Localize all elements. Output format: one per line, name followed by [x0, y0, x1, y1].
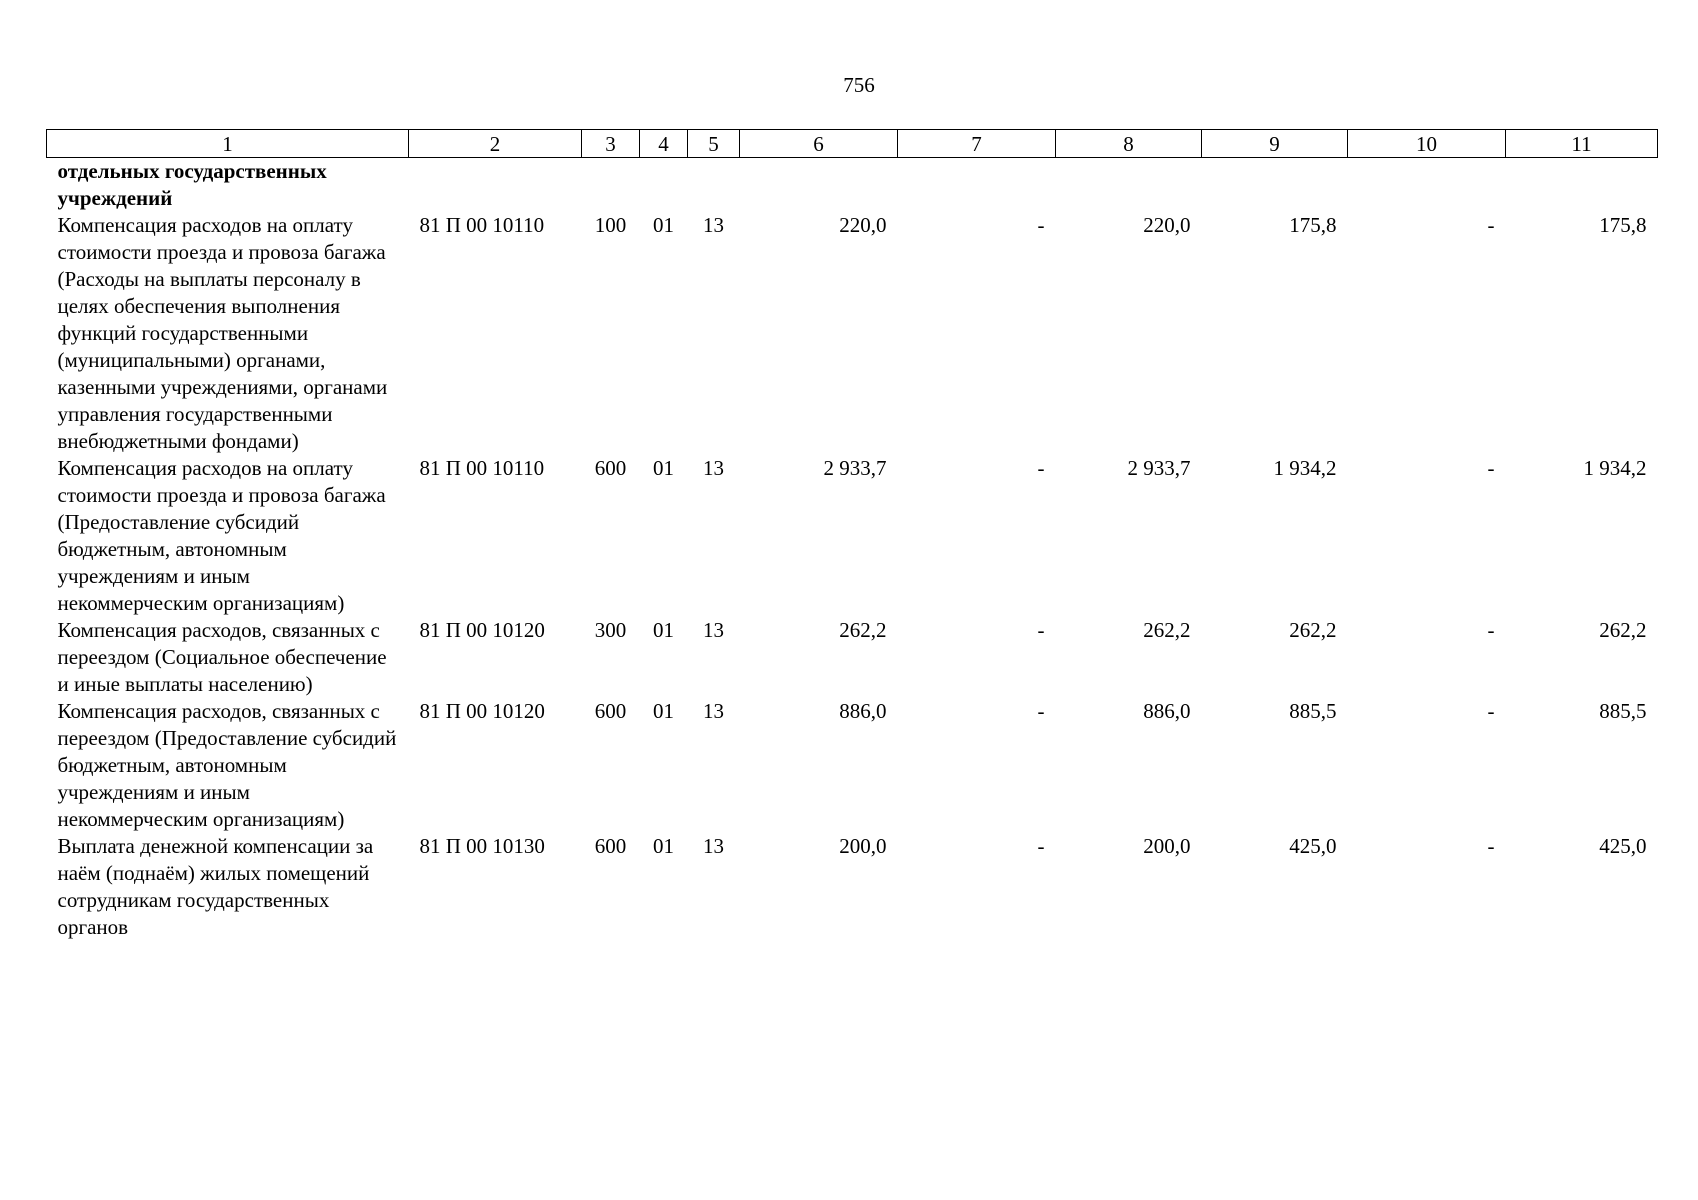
row-col4: 01	[653, 699, 674, 723]
column-header-3: 3	[582, 130, 640, 158]
row-col4: 01	[653, 618, 674, 642]
row-col8: 2 933,7	[1127, 456, 1191, 480]
row-col3: 300	[594, 618, 627, 642]
column-header-4: 4	[640, 130, 688, 158]
row-col3: 600	[594, 456, 627, 480]
row-col11: 1 934,2	[1583, 456, 1647, 480]
row-col7: -	[1037, 456, 1045, 480]
row-col9: 262,2	[1289, 618, 1337, 642]
row-col11: 175,8	[1599, 213, 1647, 237]
row-col10: -	[1487, 834, 1495, 858]
row-code: 81 П 00 10120	[419, 618, 545, 642]
column-header-11: 11	[1506, 130, 1658, 158]
budget-table	[46, 129, 1658, 941]
row-code: 81 П 00 10110	[419, 456, 545, 480]
row-name: Компенсация расходов на оплату стоимости проезда и провоза багажа (Предоставление субсидий бюджетным, автономным учреждениям и иным некоммерческим организациям)	[57, 456, 386, 615]
column-header-5: 5	[688, 130, 740, 158]
column-number-header-row	[47, 130, 1658, 158]
column-header-8: 8	[1056, 130, 1202, 158]
row-col5: 13	[703, 834, 724, 858]
row-col11: 262,2	[1599, 618, 1647, 642]
row-col10: -	[1487, 456, 1495, 480]
row-col10: -	[1487, 213, 1495, 237]
row-col4: 01	[653, 213, 674, 237]
row-col8: 262,2	[1143, 618, 1191, 642]
table-row	[47, 833, 1658, 941]
row-code: 81 П 00 10120	[419, 699, 545, 723]
row-col3: 100	[594, 213, 627, 237]
row-col9: 425,0	[1289, 834, 1337, 858]
column-header-1: 1	[47, 130, 409, 158]
row-col6: 886,0	[839, 699, 887, 723]
row-name: Компенсация расходов, связанных с переездом (Социальное обеспечение и иные выплаты населению)	[57, 618, 387, 696]
row-col7: -	[1037, 699, 1045, 723]
row-col6: 2 933,7	[823, 456, 887, 480]
column-header-7: 7	[898, 130, 1056, 158]
row-col11: 885,5	[1599, 699, 1647, 723]
row-col10: -	[1487, 699, 1495, 723]
row-code: 81 П 00 10130	[419, 834, 545, 858]
row-col9: 175,8	[1289, 213, 1337, 237]
table-row	[47, 455, 1658, 617]
row-name: Компенсация расходов на оплату стоимости проезда и провоза багажа (Расходы на выплаты персоналу в целях обеспечения выполнения функций государственными (муниципальными) органами, казенными учреждениями, органами управления государственными внебюджетными фондами)	[57, 213, 388, 453]
row-col7: -	[1037, 618, 1045, 642]
continuation-row	[47, 158, 1658, 213]
row-code: 81 П 00 10110	[419, 213, 545, 237]
column-header-10: 10	[1348, 130, 1506, 158]
row-col9: 1 934,2	[1273, 456, 1337, 480]
row-col5: 13	[703, 213, 724, 237]
column-header-6: 6	[740, 130, 898, 158]
table-row	[47, 698, 1658, 833]
column-header-9: 9	[1202, 130, 1348, 158]
row-col4: 01	[653, 456, 674, 480]
page-number: 756	[843, 73, 875, 97]
row-col11: 425,0	[1599, 834, 1647, 858]
row-col6: 262,2	[839, 618, 887, 642]
row-col5: 13	[703, 618, 724, 642]
row-col6: 200,0	[839, 834, 887, 858]
row-col6: 220,0	[839, 213, 887, 237]
row-name: Компенсация расходов, связанных с переездом (Предоставление субсидий бюджетным, автономным учреждениям и иным некоммерческим организациям)	[57, 699, 397, 831]
row-col10: -	[1487, 618, 1495, 642]
continuation-text: отдельных государственных учреждений	[57, 159, 327, 210]
row-col4: 01	[653, 834, 674, 858]
row-name: Выплата денежной компенсации за наём (поднаём) жилых помещений сотрудникам государственных органов	[57, 834, 374, 939]
row-col5: 13	[703, 699, 724, 723]
table-row	[47, 617, 1658, 698]
row-col7: -	[1037, 834, 1045, 858]
row-col3: 600	[594, 699, 627, 723]
row-col7: -	[1037, 213, 1045, 237]
column-header-2: 2	[409, 130, 582, 158]
row-col8: 220,0	[1143, 213, 1191, 237]
table-row	[47, 212, 1658, 455]
row-col9: 885,5	[1289, 699, 1337, 723]
row-col8: 886,0	[1143, 699, 1191, 723]
row-col3: 600	[594, 834, 627, 858]
row-col5: 13	[703, 456, 724, 480]
row-col8: 200,0	[1143, 834, 1191, 858]
